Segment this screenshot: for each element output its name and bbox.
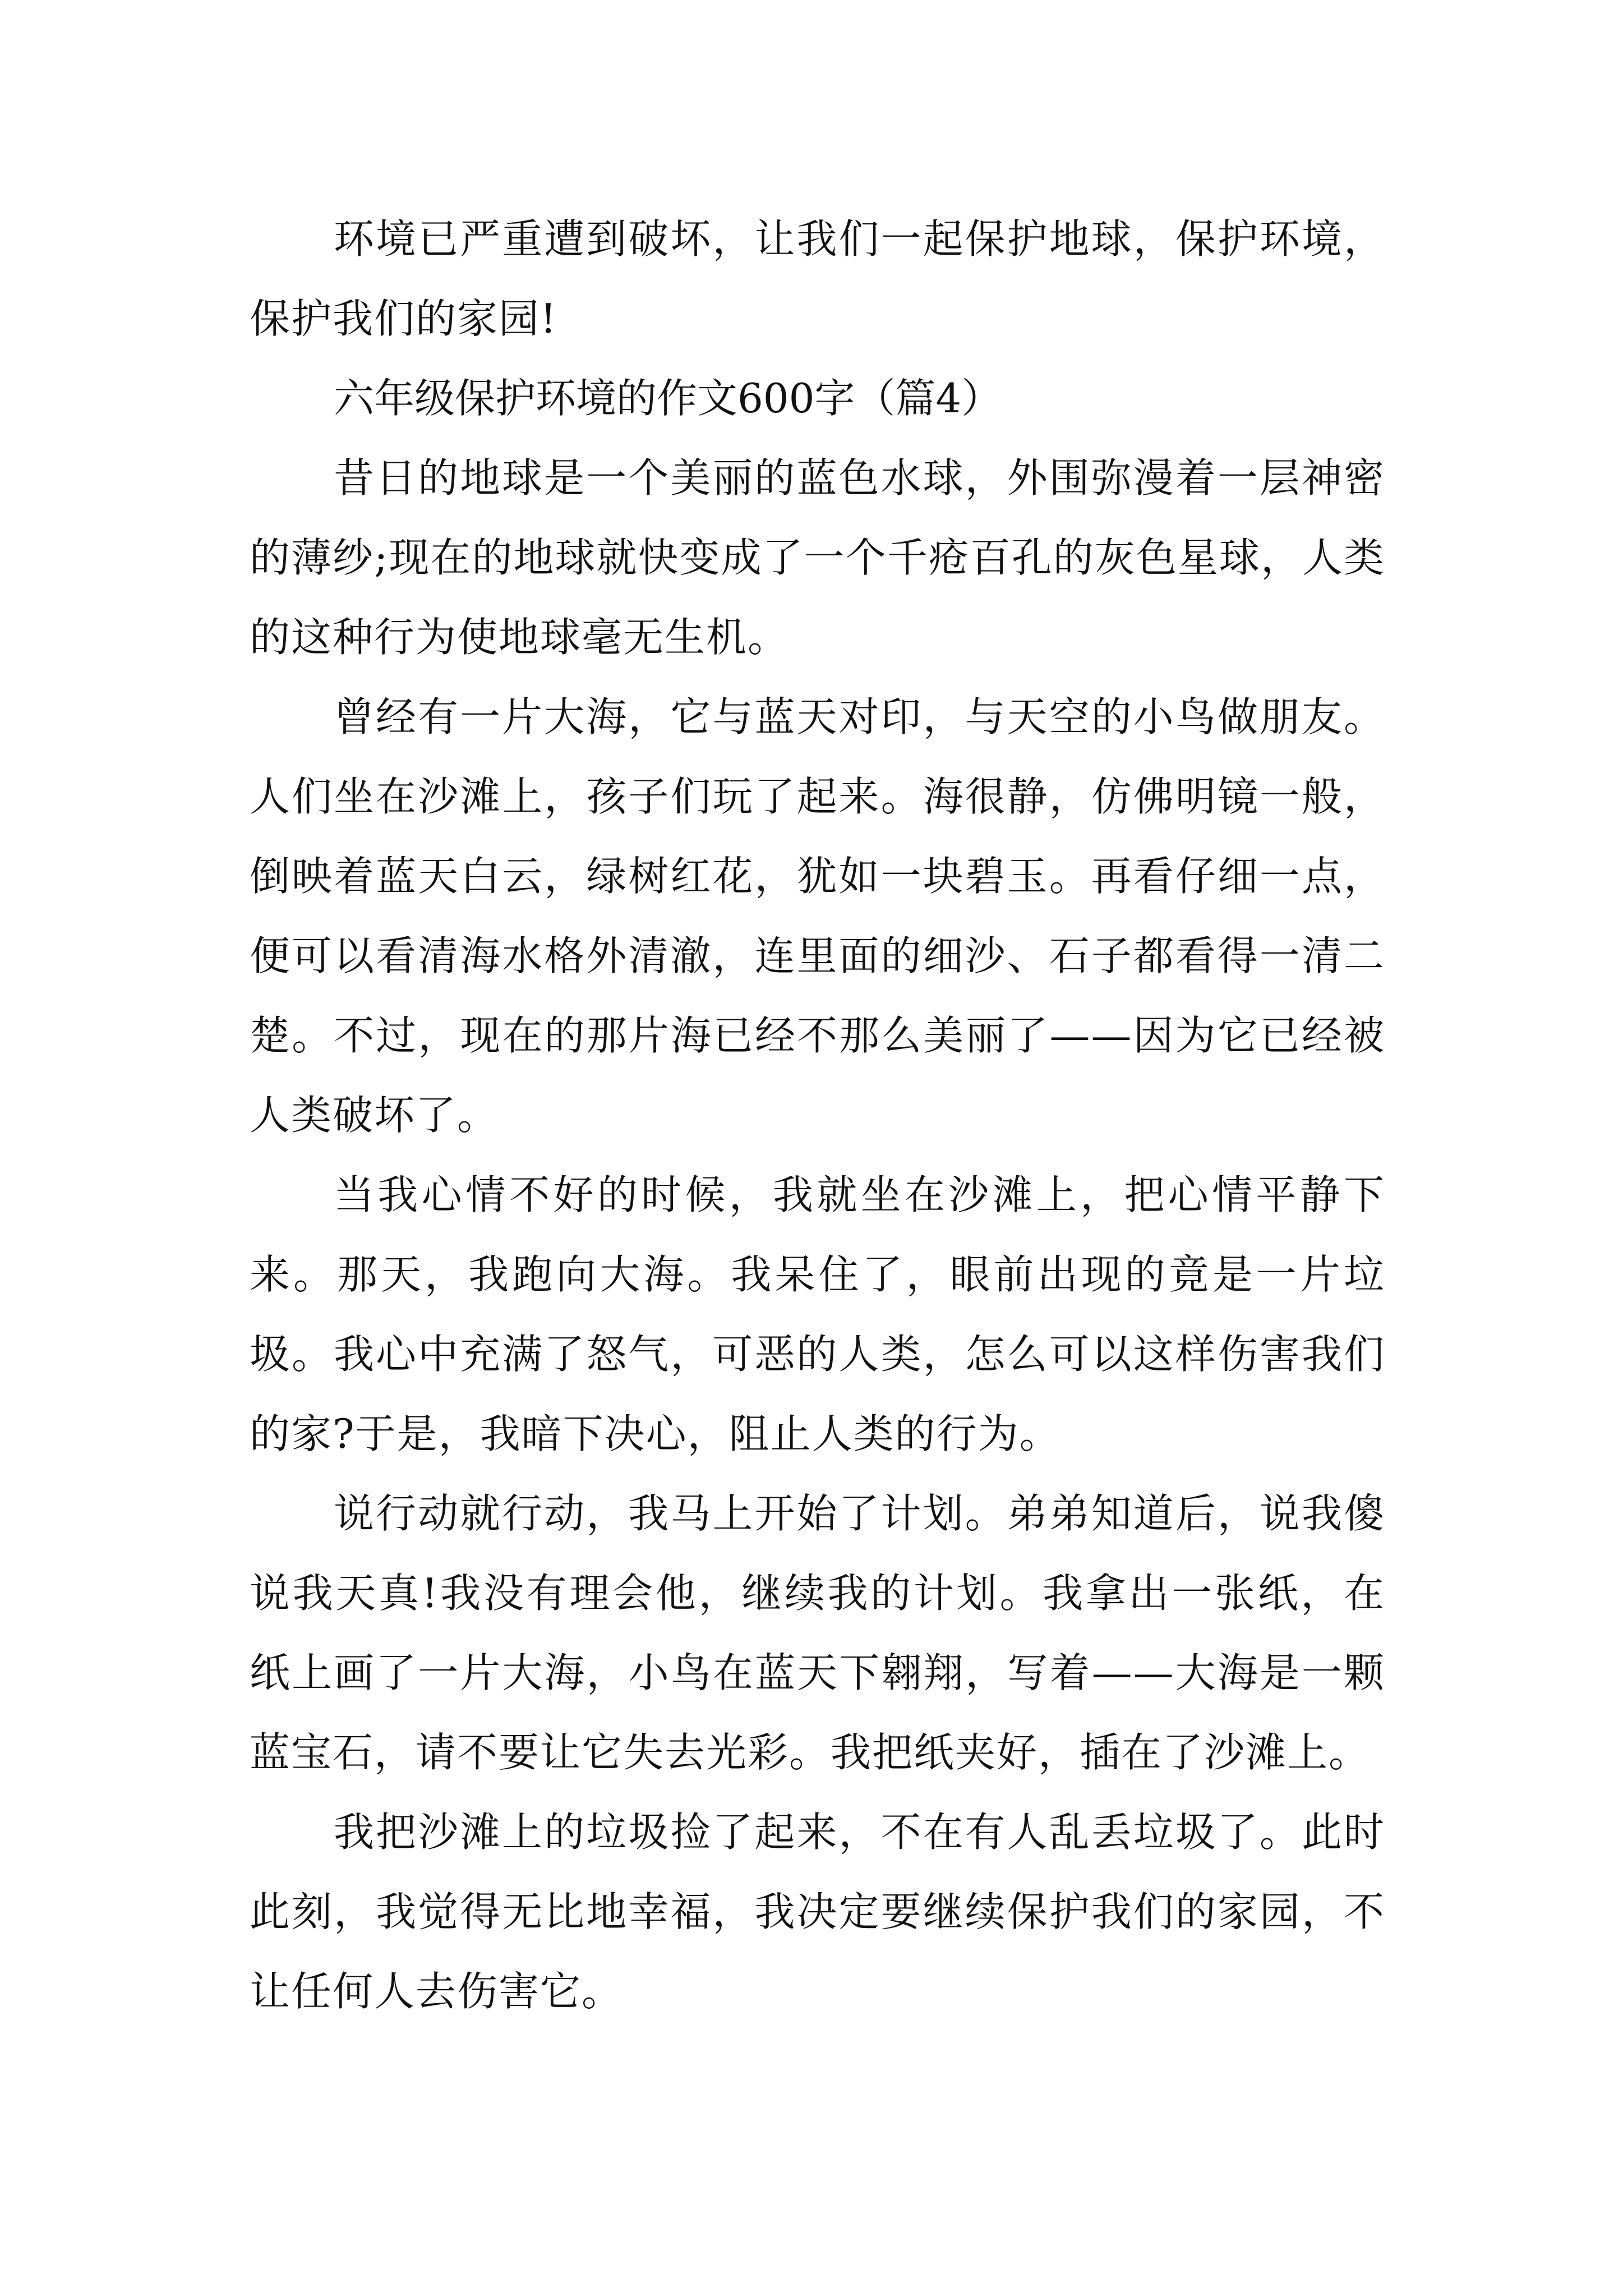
paragraph-sea-memory: 曾经有一片大海，它与蓝天对印，与天空的小鸟做朋友。人们坐在沙滩上，孩子们玩了起来。海很静，仿佛明镜一般，倒映着蓝天白云，绿树红花，犹如一块碧玉。再看仔细一点，便可以看清海水格外清澈，连里面的细沙、石子都看得一清二楚。不过，现在的那片海已经不那么美丽了——因为它已经被人类破坏了。 — [250, 693, 1385, 1139]
paragraph-conclusion: 我把沙滩上的垃圾捡了起来，不在有人乱丢垃圾了。此时此刻，我觉得无比地幸福，我决定要继续保护我们的家园，不让任何人去伤害它。 — [250, 1809, 1385, 2015]
essay-title: 六年级保护环境的作文600字（篇4） — [334, 375, 1002, 422]
paragraph-earth-past: 昔日的地球是一个美丽的蓝色水球，外围弥漫着一层神密的薄纱;现在的地球就快变成了一个千疮百孔的灰色星球，人类的这种行为使地球毫无生机。 — [250, 454, 1385, 661]
paragraph-plan: 说行动就行动，我马上开始了计划。弟弟知道后，说我傻说我天真!我没有理会他，继续我的计划。我拿出一张纸，在纸上画了一片大海，小鸟在蓝天下翱翔，写着——大海是一颗蓝宝石，请不要让它失去光彩。我把纸夹好，插在了沙滩上。 — [250, 1490, 1385, 1776]
essay-body — [250, 199, 1385, 2031]
paragraph-garbage-discovery: 当我心情不好的时候，我就坐在沙滩上，把心情平静下来。那天，我跑向大海。我呆住了，眼前出现的竟是一片垃圾。我心中充满了怒气，可恶的人类，怎么可以这样伤害我们的家?于是，我暗下决心，阻止人类的行为。 — [250, 1171, 1385, 1457]
paragraph-intro-ending: 环境已严重遭到破坏，让我们一起保护地球，保护环境，保护我们的家园! — [250, 215, 1385, 342]
